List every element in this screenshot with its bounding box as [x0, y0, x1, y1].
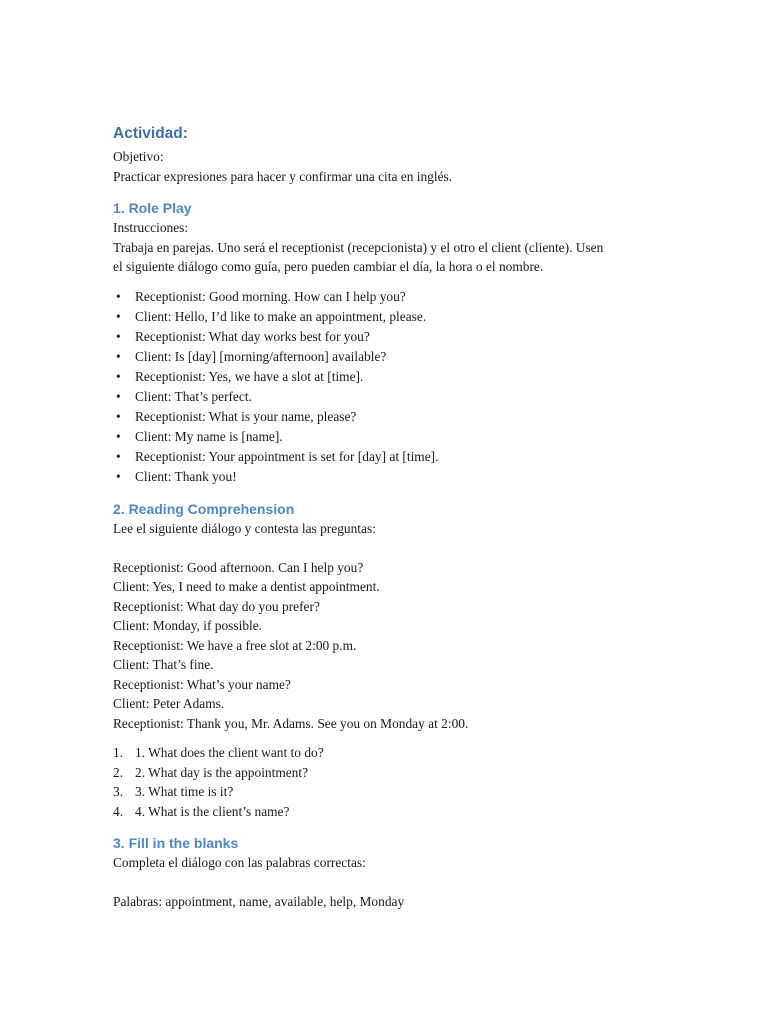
bullet-icon: •: [116, 368, 121, 384]
question-number: 1.: [113, 745, 124, 760]
document-page: [113, 123, 673, 912]
comprehension-questions: [113, 743, 673, 821]
dialogue-line: Client: Peter Adams.: [113, 696, 225, 711]
dialogue-line: Client: Monday, if possible.: [113, 618, 263, 633]
list-item: [113, 763, 673, 783]
bullet-icon: •: [116, 428, 121, 444]
word-bank: Palabras: appointment, name, available, help, Monday: [113, 894, 405, 909]
objective-label: Objetivo:: [113, 149, 164, 164]
dialogue-line: Receptionist: What day do you prefer?: [113, 598, 320, 614]
list-item: [113, 743, 673, 763]
question-number: 4.: [113, 803, 124, 819]
list-item: • Receptionist: What is your name, please?: [113, 407, 673, 427]
question-text: 1. What does the client want to do?: [135, 745, 324, 760]
dialogue-line: Client: Yes, I need to make a dentist appointment.: [113, 579, 380, 594]
section-heading-role-play: 1. Role Play: [113, 200, 192, 216]
dialogue-line: Client: That’s fine.: [113, 657, 214, 672]
bullet-icon: •: [116, 468, 121, 484]
list-item: • Client: My name is [name].: [113, 427, 673, 447]
list-item: • Receptionist: Good morning. How can I help you?: [113, 287, 673, 307]
reading-intro: Lee el siguiente diálogo y contesta las preguntas:: [113, 520, 376, 536]
question-text: 3. What time is it?: [135, 784, 234, 799]
bullet-icon: •: [116, 288, 121, 304]
list-item: • Receptionist: Your appointment is set for [day] at [time].: [113, 447, 673, 467]
list-item: • Client: Is [day] [morning/afternoon] available?: [113, 347, 673, 367]
question-text: 4. What is the client’s name?: [135, 803, 290, 819]
bullet-icon: •: [116, 328, 121, 344]
bullet-icon: •: [116, 308, 121, 324]
question-number: 3.: [113, 784, 124, 799]
question-text: 2. What day is the appointment?: [135, 764, 309, 780]
bullet-icon: •: [116, 448, 121, 464]
bullet-icon: •: [116, 408, 121, 424]
list-item: [113, 782, 673, 802]
list-item: • Client: Hello, I’d like to make an appointment, please.: [113, 307, 673, 327]
section-heading-fill-in-the-blanks: 3. Fill in the blanks: [113, 835, 239, 851]
list-item: • Receptionist: What day works best for you?: [113, 327, 673, 347]
list-item: • Client: That’s perfect.: [113, 387, 673, 407]
bullet-icon: •: [116, 348, 121, 364]
section-heading-reading-comprehension: 2. Reading Comprehension: [113, 500, 295, 517]
instructions-label: Instrucciones:: [113, 220, 189, 235]
instructions-text-line-2: el siguiente diálogo como guía, pero pueden cambiar el día, la hora o el nombre.: [113, 259, 544, 274]
list-item: [113, 802, 673, 822]
role-play-dialogue-list: [113, 287, 673, 487]
instructions-text-line-1: Trabaja en parejas. Uno será el receptionist (recepcionista) y el otro el client (cliente). Usen: [113, 239, 604, 255]
objective-text: Practicar expresiones para hacer y confirmar una cita en inglés.: [113, 168, 453, 184]
activity-title: Actividad:: [113, 125, 188, 142]
dialogue-line: Receptionist: Thank you, Mr. Adams. See you on Monday at 2:00.: [113, 715, 469, 731]
reading-dialogue: [113, 558, 673, 734]
list-item: • Client: Thank you!: [113, 467, 673, 487]
dialogue-line: Receptionist: Good afternoon. Can I help you?: [113, 559, 364, 575]
question-number: 2.: [113, 764, 124, 780]
list-item: • Receptionist: Yes, we have a slot at [time].: [113, 367, 673, 387]
dialogue-line: Receptionist: What’s your name?: [113, 676, 291, 692]
dialogue-line: Receptionist: We have a free slot at 2:00 p.m.: [113, 637, 357, 653]
bullet-icon: •: [116, 388, 121, 404]
fill-in-intro: Completa el diálogo con las palabras correctas:: [113, 855, 366, 870]
